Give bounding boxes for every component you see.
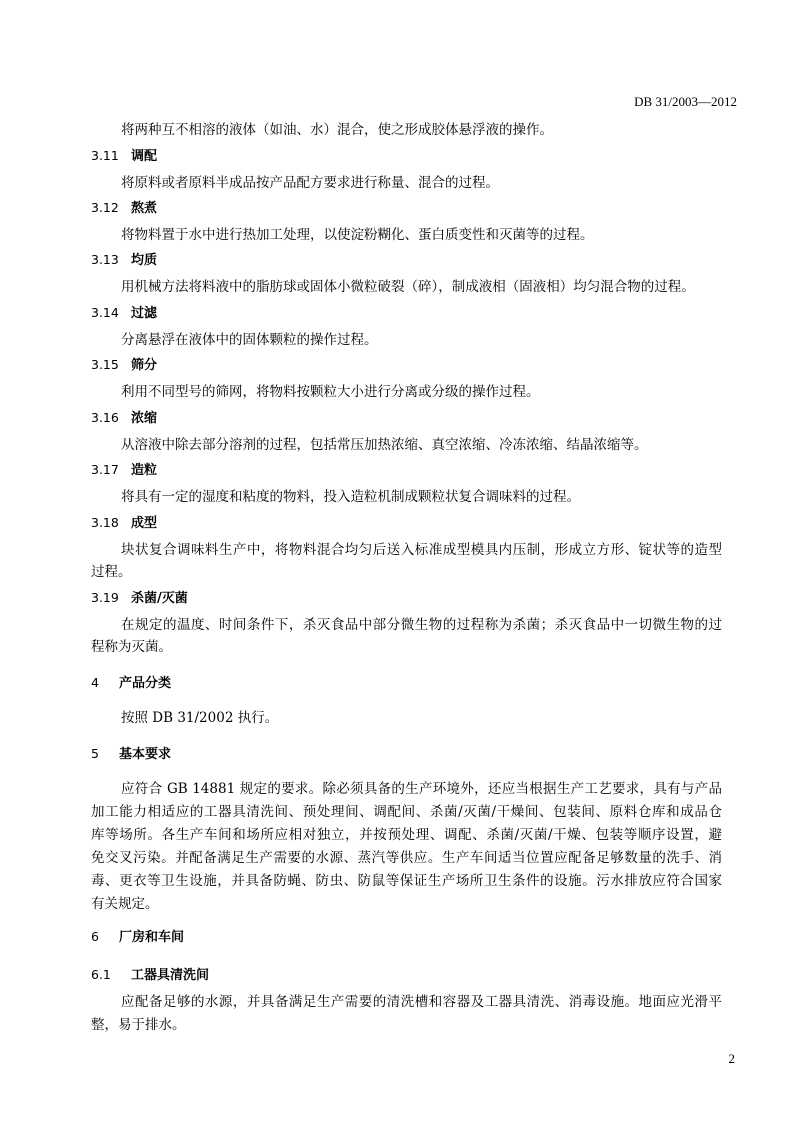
section-title: 均质 — [131, 253, 158, 268]
section-heading-3-14 — [91, 304, 157, 323]
section-number: 3.17 — [91, 462, 119, 477]
paragraph-line: 分离悬浮在液体中的固体颗粒的操作过程。 — [121, 332, 378, 348]
section-number: 6.1 — [91, 967, 111, 982]
section-title: 产品分类 — [119, 676, 172, 691]
section-title: 熬煮 — [131, 201, 158, 216]
section-title: 筛分 — [131, 358, 158, 373]
standard-code: DB 31/2003—2012 — [634, 94, 737, 109]
section-number: 3.11 — [91, 148, 119, 163]
paragraph-line: 按照 DB 31/2002 执行。 — [121, 710, 279, 726]
paragraph-line: 将原料或者原料半成品按产品配方要求进行称量、混合的过程。 — [121, 175, 499, 191]
paragraph-line: 过程。 — [91, 564, 132, 580]
paragraph-line: 将具有一定的湿度和粘度的物料，投入造粒机制成颗粒状复合调味料的过程。 — [121, 489, 580, 505]
section-number: 5 — [91, 746, 99, 761]
section-title: 调配 — [131, 149, 158, 164]
section-number: 3.19 — [91, 590, 119, 605]
section-title: 造粒 — [131, 463, 158, 478]
paragraph-line: 将物料置于水中进行热加工处理，以使淀粉糊化、蛋白质变性和灭菌等的过程。 — [121, 227, 594, 243]
section-heading-3-16 — [91, 409, 157, 428]
section-title: 杀菌/灭菌 — [131, 591, 188, 606]
section-heading-3-18 — [91, 514, 157, 533]
page-number: 2 — [728, 1051, 735, 1066]
section-heading-3-13 — [91, 251, 157, 270]
paragraph-line: 用机械方法将料液中的脂肪球或固体小微粒破裂（碎），制成液相（固液相）均匀混合物的过程。 — [121, 279, 695, 295]
paragraph-line: 库等场所。各生产车间和场所应相对独立，并按预处理、调配、杀菌/灭菌/干燥、包装等顺序设置，避 — [91, 827, 722, 843]
paragraph-line: 从溶液中除去部分溶剂的过程，包括常压加热浓缩、真空浓缩、冷冻浓缩、结晶浓缩等。 — [121, 437, 648, 453]
section-heading-4 — [91, 674, 171, 693]
section-title: 成型 — [131, 516, 158, 531]
section-heading-3-19 — [91, 589, 188, 608]
section-number: 3.13 — [91, 252, 119, 267]
section-number: 3.15 — [91, 357, 119, 372]
section-number: 6 — [91, 929, 99, 944]
paragraph-line: 毒、更衣等卫生设施，并具备防蝇、防虫、防鼠等保证生产场所卫生条件的设施。污水排放应符合国家 — [91, 873, 722, 889]
paragraph-line: 在规定的温度、时间条件下，杀灭食品中部分微生物的过程称为杀菌；杀灭食品中一切微生物的过 — [121, 617, 722, 633]
paragraph-line: 应配备足够的水源，并具备满足生产需要的清洗槽和容器及工器具清洗、消毒设施。地面应光滑平 — [121, 994, 722, 1010]
paragraph-line: 有关规定。 — [91, 896, 159, 912]
section-title: 浓缩 — [131, 411, 158, 426]
paragraph-line: 整，易于排水。 — [91, 1017, 186, 1033]
section-title: 基本要求 — [119, 747, 172, 762]
section-title: 过滤 — [131, 306, 158, 321]
paragraph-line: 应符合 GB 14881 规定的要求。除必须具备的生产环境外，还应当根据生产工艺要求，具有与产品 — [121, 781, 722, 797]
section-title: 工器具清洗间 — [131, 968, 210, 983]
section-heading-6 — [91, 928, 184, 947]
section-title: 厂房和车间 — [119, 930, 185, 945]
paragraph-line: 免交叉污染。并配备满足生产需要的水源、蒸汽等供应。生产车间适当位置应配备足够数量的洗手、消 — [91, 850, 722, 866]
section-number: 3.12 — [91, 200, 119, 215]
section-number: 3.16 — [91, 410, 119, 425]
section-heading-6-1 — [91, 966, 209, 985]
paragraph-line: 程称为灭菌。 — [91, 639, 172, 655]
section-number: 3.18 — [91, 515, 119, 530]
section-heading-3-17 — [91, 461, 157, 480]
section-number: 3.14 — [91, 305, 119, 320]
section-heading-3-15 — [91, 356, 157, 375]
paragraph-line: 加工能力相适应的工器具清洗间、预处理间、调配间、杀菌/灭菌/干燥间、包装间、原料仓库和成品仓 — [91, 804, 722, 820]
paragraph-line: 利用不同型号的筛网，将物料按颗粒大小进行分离或分级的操作过程。 — [121, 384, 540, 400]
section-number: 4 — [91, 675, 99, 690]
section-heading-3-12 — [91, 199, 157, 218]
paragraph-line: 块状复合调味料生产中，将物料混合均匀后送入标准成型模具内压制，形成立方形、锭状等的造型 — [121, 542, 722, 558]
paragraph-line: 将两种互不相溶的液体（如油、水）混合，使之形成胶体悬浮液的操作。 — [121, 122, 553, 138]
section-heading-5 — [91, 745, 171, 764]
section-heading-3-11 — [91, 147, 157, 166]
